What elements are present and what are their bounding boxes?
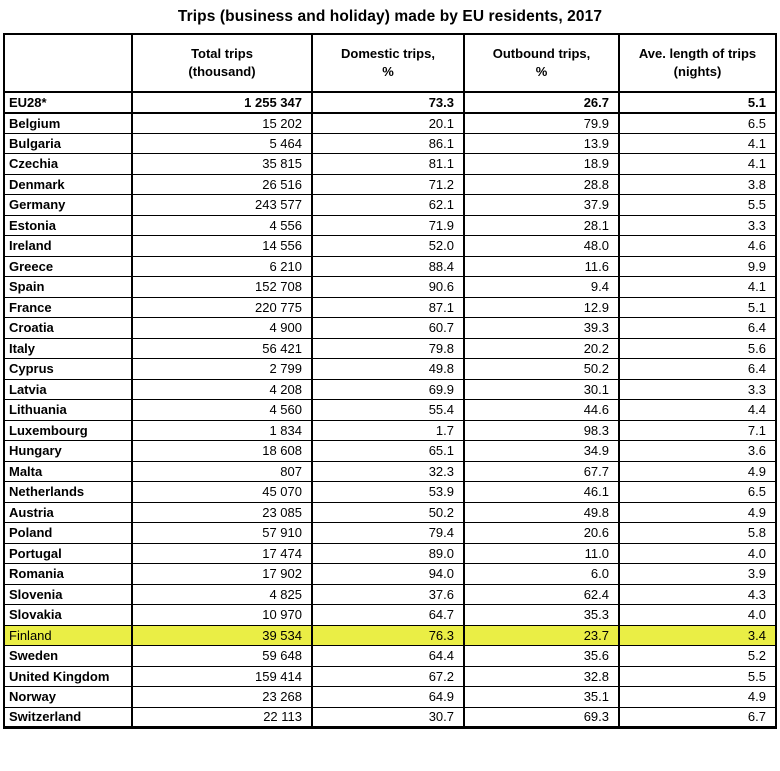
avg-nights-cell: 5.8 <box>619 523 776 544</box>
total-trips-cell: 26 516 <box>132 174 312 195</box>
domestic-trips-header <box>312 34 464 92</box>
domestic-pct-cell: 88.4 <box>312 256 464 277</box>
country-cell: Croatia <box>4 318 132 339</box>
domestic-pct-cell: 69.9 <box>312 379 464 400</box>
domestic-pct-cell: 79.4 <box>312 523 464 544</box>
country-cell: Bulgaria <box>4 133 132 154</box>
outbound-pct-cell: 44.6 <box>464 400 619 421</box>
avg-nights-cell: 4.9 <box>619 687 776 708</box>
outbound-pct-cell: 12.9 <box>464 297 619 318</box>
country-cell: Czechia <box>4 154 132 175</box>
avg-nights-cell: 5.6 <box>619 338 776 359</box>
outbound-pct-cell: 18.9 <box>464 154 619 175</box>
outbound-pct-cell: 28.8 <box>464 174 619 195</box>
total-trips-cell: 22 113 <box>132 707 312 728</box>
domestic-pct-cell: 73.3 <box>312 92 464 113</box>
country-cell: Portugal <box>4 543 132 564</box>
outbound-pct-cell: 79.9 <box>464 113 619 134</box>
total-trips-cell: 10 970 <box>132 605 312 626</box>
total-trips-cell: 17 902 <box>132 564 312 585</box>
country-cell: Poland <box>4 523 132 544</box>
domestic-pct-cell: 86.1 <box>312 133 464 154</box>
domestic-pct-cell: 76.3 <box>312 625 464 646</box>
country-cell: Slovenia <box>4 584 132 605</box>
avg-nights-cell: 5.1 <box>619 297 776 318</box>
outbound-pct-cell: 13.9 <box>464 133 619 154</box>
table-row <box>4 297 776 318</box>
domestic-pct-cell: 71.2 <box>312 174 464 195</box>
table-row <box>4 338 776 359</box>
avg-nights-cell: 3.9 <box>619 564 776 585</box>
table-body <box>4 92 776 728</box>
avg-nights-cell: 4.0 <box>619 543 776 564</box>
table-row <box>4 133 776 154</box>
total-trips-cell: 4 900 <box>132 318 312 339</box>
avg-nights-cell: 4.1 <box>619 154 776 175</box>
table-row <box>4 379 776 400</box>
country-cell: Switzerland <box>4 707 132 728</box>
domestic-pct-cell: 55.4 <box>312 400 464 421</box>
avg-nights-cell: 6.5 <box>619 113 776 134</box>
total-trips-cell: 57 910 <box>132 523 312 544</box>
avg-nights-cell: 6.7 <box>619 707 776 728</box>
header-label-line: (nights) <box>673 64 722 79</box>
country-cell: United Kingdom <box>4 666 132 687</box>
country-cell: Germany <box>4 195 132 216</box>
country-cell: Netherlands <box>4 482 132 503</box>
total-trips-cell: 243 577 <box>132 195 312 216</box>
domestic-pct-cell: 37.6 <box>312 584 464 605</box>
avg-nights-cell: 9.9 <box>619 256 776 277</box>
outbound-pct-cell: 20.6 <box>464 523 619 544</box>
country-cell: Finland <box>4 625 132 646</box>
total-trips-cell: 6 210 <box>132 256 312 277</box>
table-row <box>4 502 776 523</box>
domestic-pct-cell: 62.1 <box>312 195 464 216</box>
outbound-pct-cell: 48.0 <box>464 236 619 257</box>
outbound-pct-cell: 20.2 <box>464 338 619 359</box>
outbound-pct-cell: 28.1 <box>464 215 619 236</box>
country-cell: Ireland <box>4 236 132 257</box>
total-trips-cell: 220 775 <box>132 297 312 318</box>
avg-nights-cell: 5.2 <box>619 646 776 667</box>
total-trips-cell: 1 255 347 <box>132 92 312 113</box>
table-row <box>4 523 776 544</box>
table-row <box>4 215 776 236</box>
country-cell: Greece <box>4 256 132 277</box>
avg-nights-cell: 4.4 <box>619 400 776 421</box>
domestic-pct-cell: 79.8 <box>312 338 464 359</box>
domestic-pct-cell: 49.8 <box>312 359 464 380</box>
outbound-pct-cell: 69.3 <box>464 707 619 728</box>
country-cell: Malta <box>4 461 132 482</box>
total-trips-cell: 18 608 <box>132 441 312 462</box>
domestic-pct-cell: 64.9 <box>312 687 464 708</box>
outbound-pct-cell: 35.3 <box>464 605 619 626</box>
domestic-pct-cell: 89.0 <box>312 543 464 564</box>
avg-nights-cell: 4.9 <box>619 502 776 523</box>
total-trips-cell: 15 202 <box>132 113 312 134</box>
avg-nights-cell: 4.3 <box>619 584 776 605</box>
avg-nights-cell: 6.5 <box>619 482 776 503</box>
table-row <box>4 400 776 421</box>
domestic-pct-cell: 50.2 <box>312 502 464 523</box>
header-label-line: Domestic trips, <box>341 45 435 61</box>
header-label-line: % <box>382 64 394 79</box>
table-header <box>4 34 776 92</box>
total-trips-cell: 4 556 <box>132 215 312 236</box>
avg-nights-cell: 7.1 <box>619 420 776 441</box>
domestic-pct-cell: 20.1 <box>312 113 464 134</box>
table-row <box>4 646 776 667</box>
avg-nights-cell: 6.4 <box>619 359 776 380</box>
total-trips-cell: 59 648 <box>132 646 312 667</box>
avg-nights-cell: 4.0 <box>619 605 776 626</box>
domestic-pct-cell: 71.9 <box>312 215 464 236</box>
outbound-pct-cell: 37.9 <box>464 195 619 216</box>
table-row <box>4 277 776 298</box>
country-header <box>4 34 132 92</box>
total-trips-cell: 2 799 <box>132 359 312 380</box>
table-row <box>4 461 776 482</box>
country-cell: Belgium <box>4 113 132 134</box>
domestic-pct-cell: 81.1 <box>312 154 464 175</box>
country-cell: Spain <box>4 277 132 298</box>
domestic-pct-cell: 64.4 <box>312 646 464 667</box>
domestic-pct-cell: 67.2 <box>312 666 464 687</box>
country-cell: Slovakia <box>4 605 132 626</box>
header-label-line: (thousand) <box>188 64 256 79</box>
domestic-pct-cell: 87.1 <box>312 297 464 318</box>
table-row <box>4 707 776 728</box>
total-trips-cell: 35 815 <box>132 154 312 175</box>
total-trips-cell: 5 464 <box>132 133 312 154</box>
domestic-pct-cell: 65.1 <box>312 441 464 462</box>
avg-nights-cell: 4.1 <box>619 277 776 298</box>
country-cell: Italy <box>4 338 132 359</box>
outbound-pct-cell: 32.8 <box>464 666 619 687</box>
country-cell: Cyprus <box>4 359 132 380</box>
outbound-pct-cell: 67.7 <box>464 461 619 482</box>
country-cell: Denmark <box>4 174 132 195</box>
avg-nights-cell: 3.3 <box>619 215 776 236</box>
avg-nights-cell: 3.4 <box>619 625 776 646</box>
total-trips-cell: 4 208 <box>132 379 312 400</box>
table-row <box>4 236 776 257</box>
header-label-line: Total trips <box>191 45 253 61</box>
outbound-trips-header <box>464 34 619 92</box>
avg-nights-cell: 6.4 <box>619 318 776 339</box>
table-row <box>4 113 776 134</box>
outbound-pct-cell: 9.4 <box>464 277 619 298</box>
country-cell: Hungary <box>4 441 132 462</box>
avg-nights-cell: 4.9 <box>619 461 776 482</box>
trips-table <box>3 33 777 729</box>
header-label-line: Outbound trips, <box>492 45 591 61</box>
total-trips-cell: 1 834 <box>132 420 312 441</box>
outbound-pct-cell: 34.9 <box>464 441 619 462</box>
table-title: Trips (business and holiday) made by EU residents, 2017 <box>177 8 603 25</box>
outbound-pct-cell: 30.1 <box>464 379 619 400</box>
country-cell: Lithuania <box>4 400 132 421</box>
domestic-pct-cell: 64.7 <box>312 605 464 626</box>
country-cell: Estonia <box>4 215 132 236</box>
total-trips-cell: 14 556 <box>132 236 312 257</box>
country-cell: Sweden <box>4 646 132 667</box>
country-cell: Norway <box>4 687 132 708</box>
avg-nights-cell: 3.8 <box>619 174 776 195</box>
table-row <box>4 564 776 585</box>
avg-nights-cell: 5.5 <box>619 195 776 216</box>
outbound-pct-cell: 62.4 <box>464 584 619 605</box>
table-row <box>4 92 776 113</box>
total-trips-cell: 4 560 <box>132 400 312 421</box>
total-trips-cell: 45 070 <box>132 482 312 503</box>
domestic-pct-cell: 32.3 <box>312 461 464 482</box>
country-cell: EU28* <box>4 92 132 113</box>
domestic-pct-cell: 30.7 <box>312 707 464 728</box>
country-cell: Luxembourg <box>4 420 132 441</box>
table-row <box>4 687 776 708</box>
domestic-pct-cell: 90.6 <box>312 277 464 298</box>
country-cell: Latvia <box>4 379 132 400</box>
avg-nights-cell: 4.6 <box>619 236 776 257</box>
avg-nights-cell: 3.3 <box>619 379 776 400</box>
header-label-line: Ave. length of trips <box>638 45 757 61</box>
avg-length-header <box>619 34 776 92</box>
country-cell: Romania <box>4 564 132 585</box>
total-trips-cell: 17 474 <box>132 543 312 564</box>
table-row <box>4 441 776 462</box>
outbound-pct-cell: 6.0 <box>464 564 619 585</box>
total-trips-cell: 39 534 <box>132 625 312 646</box>
total-trips-cell: 23 085 <box>132 502 312 523</box>
outbound-pct-cell: 35.1 <box>464 687 619 708</box>
avg-nights-cell: 5.1 <box>619 92 776 113</box>
table-row <box>4 605 776 626</box>
outbound-pct-cell: 35.6 <box>464 646 619 667</box>
country-cell: Austria <box>4 502 132 523</box>
country-cell: France <box>4 297 132 318</box>
total-trips-cell: 807 <box>132 461 312 482</box>
table-row <box>4 543 776 564</box>
header-label-line: % <box>535 64 548 79</box>
domestic-pct-cell: 60.7 <box>312 318 464 339</box>
table-row <box>4 359 776 380</box>
total-trips-cell: 56 421 <box>132 338 312 359</box>
table-row <box>4 482 776 503</box>
table-row <box>4 195 776 216</box>
outbound-pct-cell: 49.8 <box>464 502 619 523</box>
outbound-pct-cell: 23.7 <box>464 625 619 646</box>
domestic-pct-cell: 1.7 <box>312 420 464 441</box>
outbound-pct-cell: 98.3 <box>464 420 619 441</box>
table-row-highlighted <box>4 625 776 646</box>
table-row <box>4 584 776 605</box>
domestic-pct-cell: 53.9 <box>312 482 464 503</box>
domestic-pct-cell: 52.0 <box>312 236 464 257</box>
table-row <box>4 318 776 339</box>
table-row <box>4 256 776 277</box>
total-trips-cell: 23 268 <box>132 687 312 708</box>
outbound-pct-cell: 39.3 <box>464 318 619 339</box>
outbound-pct-cell: 11.0 <box>464 543 619 564</box>
table-row <box>4 420 776 441</box>
avg-nights-cell: 4.1 <box>619 133 776 154</box>
table-row <box>4 666 776 687</box>
avg-nights-cell: 3.6 <box>619 441 776 462</box>
total-trips-header <box>132 34 312 92</box>
domestic-pct-cell: 94.0 <box>312 564 464 585</box>
total-trips-cell: 159 414 <box>132 666 312 687</box>
table-row <box>4 154 776 175</box>
outbound-pct-cell: 26.7 <box>464 92 619 113</box>
total-trips-cell: 152 708 <box>132 277 312 298</box>
outbound-pct-cell: 11.6 <box>464 256 619 277</box>
outbound-pct-cell: 46.1 <box>464 482 619 503</box>
header-row <box>4 34 776 92</box>
table-row <box>4 174 776 195</box>
avg-nights-cell: 5.5 <box>619 666 776 687</box>
outbound-pct-cell: 50.2 <box>464 359 619 380</box>
total-trips-cell: 4 825 <box>132 584 312 605</box>
